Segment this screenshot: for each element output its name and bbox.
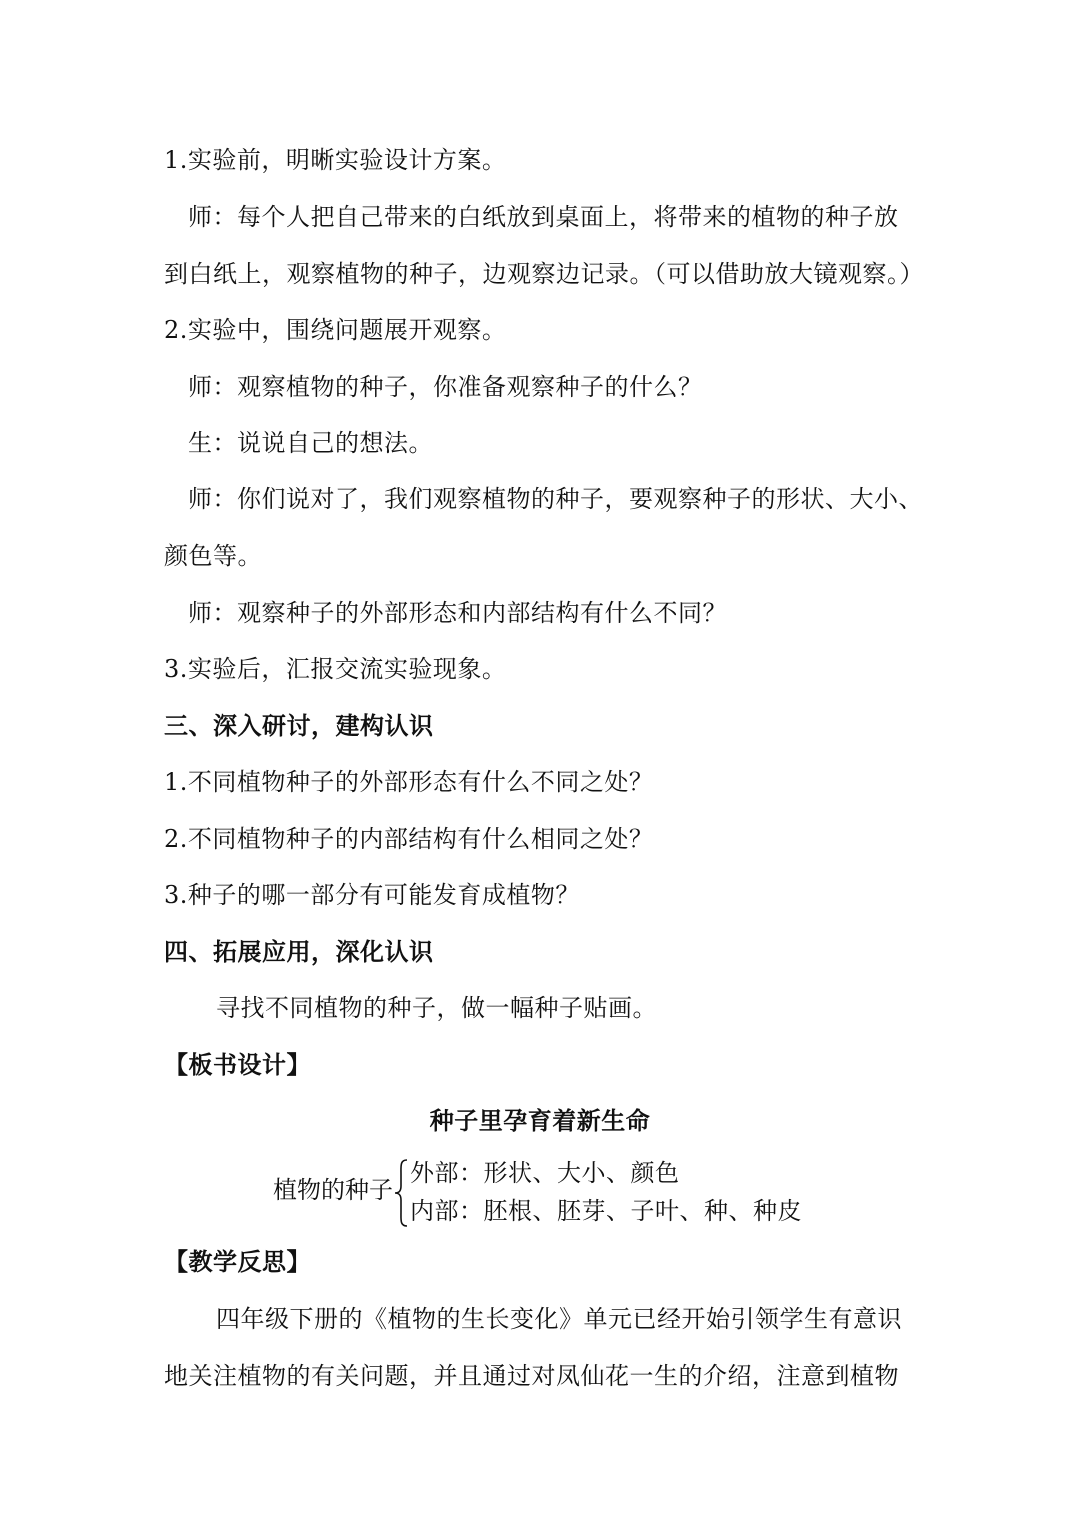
board-internal-structure: 内部：胚根、胚芽、子叶、种、种皮 — [410, 1197, 802, 1225]
teacher-instruction-line-2: 到白纸上，观察植物的种子，边观察边记录。（可以借助放大镜观察。） — [164, 260, 924, 288]
step-before-experiment: 1.实验前，明晰实验设计方案。 — [164, 146, 507, 174]
teacher-question-2: 师：观察种子的外部形态和内部结构有什么不同？ — [188, 599, 727, 627]
teacher-response-line-1: 师：你们说对了，我们观察植物的种子，要观察种子的形状、大小、 — [188, 485, 923, 513]
section-heading-4: 四、拓展应用，深化认识 — [164, 937, 434, 966]
teacher-instruction-line-1: 师：每个人把自己带来的白纸放到桌面上，将带来的植物的种子放 — [188, 203, 899, 231]
teacher-response-line-2: 颜色等。 — [164, 542, 262, 570]
step-during-experiment: 2.实验中，围绕问题展开观察。 — [164, 316, 507, 344]
curly-brace-icon — [394, 1158, 408, 1228]
teaching-reflection-heading: 【教学反思】 — [164, 1247, 311, 1276]
discussion-question-1: 1.不同植物种子的外部形态有什么不同之处？ — [164, 768, 654, 796]
extension-task: 寻找不同植物的种子，做一幅种子贴画。 — [216, 994, 657, 1022]
teacher-question: 师：观察植物的种子，你准备观察种子的什么？ — [188, 373, 703, 401]
student-answer: 生：说说自己的想法。 — [188, 429, 433, 457]
step-after-experiment: 3.实验后，汇报交流实验现象。 — [164, 655, 507, 683]
board-label: 植物的种子 — [273, 1176, 393, 1204]
board-external-features: 外部：形状、大小、颜色 — [410, 1159, 680, 1187]
reflection-paragraph-line-1: 四年级下册的《植物的生长变化》单元已经开始引领学生有意识 — [216, 1305, 902, 1333]
board-title: 种子里孕育着新生命 — [429, 1106, 651, 1135]
discussion-question-3: 3.种子的哪一部分有可能发育成植物？ — [164, 881, 580, 909]
board-design-heading: 【板书设计】 — [164, 1050, 311, 1079]
discussion-question-2: 2.不同植物种子的内部结构有什么相同之处？ — [164, 825, 654, 853]
section-heading-3: 三、深入研讨，建构认识 — [164, 711, 434, 740]
reflection-paragraph-line-2: 地关注植物的有关问题，并且通过对凤仙花一生的介绍，注意到植物 — [164, 1362, 899, 1390]
